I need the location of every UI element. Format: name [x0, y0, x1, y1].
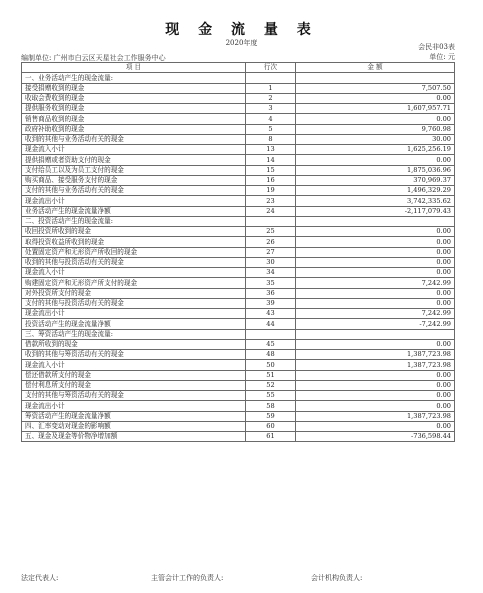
row-item: 购建固定资产和无形资产所支付的现金	[22, 278, 246, 288]
row-amount	[296, 73, 455, 83]
column-header-amount: 金 额	[296, 63, 455, 73]
table-row	[22, 350, 455, 360]
table-row	[22, 93, 455, 103]
row-item: 提供捐赠或者资助支付的现金	[22, 155, 246, 165]
row-amount: 370,969.37	[296, 175, 455, 185]
row-item: 支付的其他与投资活动有关的现金	[22, 298, 246, 308]
row-line-number	[246, 73, 296, 83]
row-amount: 1,387,723.98	[296, 411, 455, 421]
row-amount: 0.00	[296, 227, 455, 237]
table-row	[22, 421, 455, 431]
row-amount: 0.00	[296, 339, 455, 349]
row-amount: 0.00	[296, 421, 455, 431]
table-row	[22, 309, 455, 319]
table-row	[22, 134, 455, 144]
row-amount: 0.00	[296, 93, 455, 103]
row-line-number: 14	[246, 155, 296, 165]
row-line-number: 58	[246, 401, 296, 411]
row-line-number: 3	[246, 104, 296, 114]
row-line-number: 8	[246, 134, 296, 144]
row-item: 筹资活动产生的现金流量净额	[22, 411, 246, 421]
row-item: 购买商品、接受服务支付的现金	[22, 175, 246, 185]
row-line-number: 5	[246, 124, 296, 134]
table-row	[22, 278, 455, 288]
row-item: 收回投资所收到的现金	[22, 227, 246, 237]
row-item: 提供服务收到的现金	[22, 104, 246, 114]
row-line-number: 45	[246, 339, 296, 349]
row-amount: 7,507.50	[296, 83, 455, 93]
row-line-number: 13	[246, 145, 296, 155]
row-line-number: 50	[246, 360, 296, 370]
column-header-item: 项 目	[22, 63, 246, 73]
table-row	[22, 380, 455, 390]
row-line-number: 44	[246, 319, 296, 329]
row-line-number: 1	[246, 83, 296, 93]
column-header-line: 行次	[246, 63, 296, 73]
row-amount: 9,760.98	[296, 124, 455, 134]
table-row	[22, 155, 455, 165]
row-item: 投资活动产生的现金流量净额	[22, 319, 246, 329]
row-item: 偿还借款所支付的现金	[22, 370, 246, 380]
table-row	[22, 257, 455, 267]
row-item: 处置固定资产和无形资产所收回的现金	[22, 247, 246, 257]
row-item: 支付的其他与筹资活动有关的现金	[22, 391, 246, 401]
accounting-dept-head-label: 会计机构负责人:	[311, 574, 363, 582]
row-line-number: 25	[246, 227, 296, 237]
row-line-number: 59	[246, 411, 296, 421]
row-line-number: 23	[246, 196, 296, 206]
row-line-number: 51	[246, 370, 296, 380]
row-line-number: 27	[246, 247, 296, 257]
row-amount: 0.00	[296, 380, 455, 390]
table-row	[22, 319, 455, 329]
table-row	[22, 370, 455, 380]
cash-flow-table	[21, 62, 455, 442]
row-item: 现金流入小计	[22, 145, 246, 155]
table-row	[22, 288, 455, 298]
report-year: 2020年度	[225, 39, 258, 47]
table-row	[22, 411, 455, 421]
table-row	[22, 206, 455, 216]
row-amount: 1,607,957.71	[296, 104, 455, 114]
table-row	[22, 360, 455, 370]
row-amount: 1,387,723.98	[296, 350, 455, 360]
row-line-number: 36	[246, 288, 296, 298]
row-item: 对外投资所支付的现金	[22, 288, 246, 298]
row-item: 现金流出小计	[22, 401, 246, 411]
row-line-number: 35	[246, 278, 296, 288]
row-item: 二、投资活动产生的现金流量:	[22, 216, 246, 226]
table-row	[22, 329, 455, 339]
table-row	[22, 339, 455, 349]
row-item: 收到的其他与业务活动有关的现金	[22, 134, 246, 144]
row-amount: 0.00	[296, 401, 455, 411]
row-line-number: 2	[246, 93, 296, 103]
table-row	[22, 165, 455, 175]
row-line-number: 30	[246, 257, 296, 267]
row-item: 接受捐赠收到的现金	[22, 83, 246, 93]
row-line-number: 26	[246, 237, 296, 247]
table-row	[22, 298, 455, 308]
row-amount: 1,625,256.19	[296, 145, 455, 155]
row-amount: 0.00	[296, 370, 455, 380]
legal-representative-label: 法定代表人:	[21, 574, 59, 582]
table-row	[22, 83, 455, 93]
row-line-number: 61	[246, 432, 296, 442]
row-amount: 0.00	[296, 247, 455, 257]
row-amount: 0.00	[296, 391, 455, 401]
table-row	[22, 175, 455, 185]
table-row	[22, 186, 455, 196]
row-item: 收到的其他与投资活动有关的现金	[22, 257, 246, 267]
row-amount: -2,117,079.43	[296, 206, 455, 216]
row-line-number: 52	[246, 380, 296, 390]
row-amount: 7,242.99	[296, 309, 455, 319]
table-row	[22, 268, 455, 278]
row-amount: 0.00	[296, 288, 455, 298]
row-line-number: 16	[246, 175, 296, 185]
row-line-number: 24	[246, 206, 296, 216]
table-row	[22, 73, 455, 83]
row-item: 三、筹资活动产生的现金流量:	[22, 329, 246, 339]
table-header-row	[22, 63, 455, 73]
table-row	[22, 227, 455, 237]
row-amount: 1,496,329.29	[296, 186, 455, 196]
row-item: 业务活动产生的现金流量净额	[22, 206, 246, 216]
row-amount: -7,242.99	[296, 319, 455, 329]
row-amount: 0.00	[296, 298, 455, 308]
row-line-number: 55	[246, 391, 296, 401]
page-title: 现 金 流 量 表	[165, 22, 318, 38]
row-line-number	[246, 329, 296, 339]
row-item: 现金流出小计	[22, 309, 246, 319]
table-row	[22, 237, 455, 247]
row-amount: 0.00	[296, 237, 455, 247]
currency-unit: 单位: 元	[429, 53, 455, 61]
row-line-number: 4	[246, 114, 296, 124]
row-item: 借款所收到的现金	[22, 339, 246, 349]
row-amount: 0.00	[296, 155, 455, 165]
accounting-head-label: 主管会计工作的负责人:	[151, 574, 224, 582]
row-item: 偿付利息所支付的现金	[22, 380, 246, 390]
row-amount: 30.00	[296, 134, 455, 144]
row-item: 四、汇率变动对现金的影响额	[22, 421, 246, 431]
row-amount: 0.00	[296, 114, 455, 124]
table-row	[22, 124, 455, 134]
row-amount: 0.00	[296, 268, 455, 278]
row-line-number: 34	[246, 268, 296, 278]
row-item: 现金流入小计	[22, 268, 246, 278]
form-number: 会民非03表	[418, 43, 455, 51]
table-row	[22, 114, 455, 124]
row-amount: -736,598.44	[296, 432, 455, 442]
row-amount: 1,387,723.98	[296, 360, 455, 370]
row-item: 现金流出小计	[22, 196, 246, 206]
row-item: 支付的其他与业务活动有关的现金	[22, 186, 246, 196]
row-item: 政府补助收到的现金	[22, 124, 246, 134]
row-item: 收到的其他与筹资活动有关的现金	[22, 350, 246, 360]
table-row	[22, 216, 455, 226]
table-row	[22, 401, 455, 411]
table-row	[22, 104, 455, 114]
row-item: 取得投资收益所收到的现金	[22, 237, 246, 247]
table-row	[22, 391, 455, 401]
row-item: 五、现金及现金等价物净增加额	[22, 432, 246, 442]
row-amount	[296, 216, 455, 226]
row-line-number: 60	[246, 421, 296, 431]
row-item: 现金流入小计	[22, 360, 246, 370]
row-line-number	[246, 216, 296, 226]
table-row	[22, 145, 455, 155]
row-item: 支付给员工以及为员工支付的现金	[22, 165, 246, 175]
organization-name: 编制单位: 广州市白云区天星社会工作服务中心	[21, 54, 166, 62]
table-row	[22, 196, 455, 206]
row-line-number: 39	[246, 298, 296, 308]
table-row	[22, 432, 455, 442]
row-line-number: 15	[246, 165, 296, 175]
row-amount: 7,242.99	[296, 278, 455, 288]
table-row	[22, 247, 455, 257]
row-line-number: 48	[246, 350, 296, 360]
row-amount: 3,742,335.62	[296, 196, 455, 206]
row-line-number: 19	[246, 186, 296, 196]
row-amount: 0.00	[296, 257, 455, 267]
row-amount	[296, 329, 455, 339]
row-item: 一、业务活动产生的现金流量:	[22, 73, 246, 83]
row-item: 销售商品收到的现金	[22, 114, 246, 124]
row-amount: 1,875,036.96	[296, 165, 455, 175]
row-item: 收取会费收到的现金	[22, 93, 246, 103]
row-line-number: 43	[246, 309, 296, 319]
